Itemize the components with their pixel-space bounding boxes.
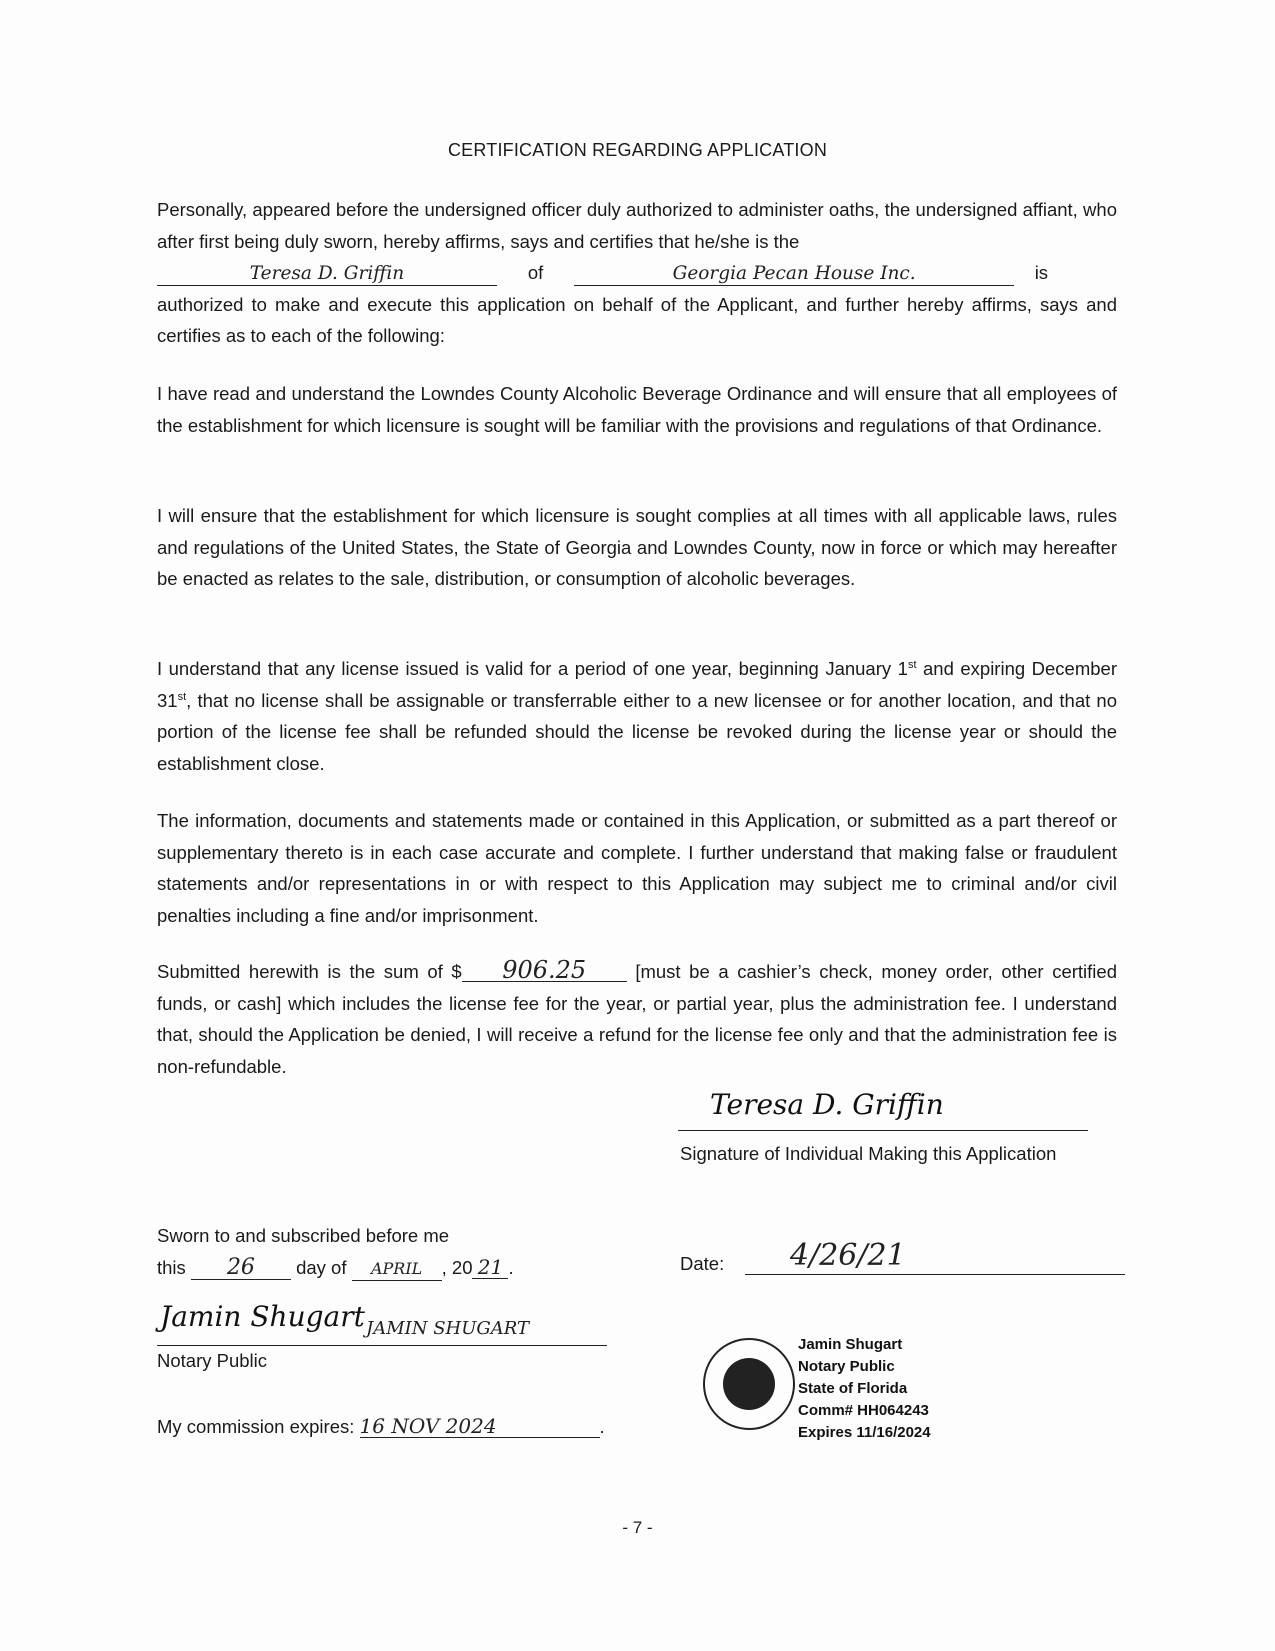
license-text-1: I understand that any license issued is valid for a period of one year, beginning January 1 [157, 658, 908, 679]
license-text-3: , that no license shall be assignable or transferrable either to a new licensee or for another location, and that no portion of the license fee shall be refunded should the license be revoked during the license year or should the establishment close. [157, 689, 1117, 774]
notary-printed-name: JAMIN SHUGART [366, 1318, 530, 1339]
notary-signature: Jamin Shugart [160, 1300, 365, 1333]
notary-date-line: this 26 day of APRIL , 20 21 . [157, 1255, 514, 1280]
this-label: this [157, 1257, 186, 1278]
of-label: of [527, 262, 544, 283]
date-label: Date: [680, 1253, 725, 1274]
company-name-field: Georgia Pecan House Inc. [574, 263, 1014, 286]
notary-stamp [798, 1334, 931, 1444]
notary-seal-icon [703, 1338, 795, 1430]
applicant-signature-line [678, 1130, 1088, 1131]
notary-year-field: 21 [472, 1256, 508, 1279]
stamp-expiry: Expires 11/16/2024 [798, 1424, 931, 1441]
page-number: - 7 - [622, 1518, 653, 1537]
applicant-signature-label: Signature of Individual Making this Application [680, 1143, 1057, 1164]
payment-paragraph [157, 956, 1117, 1082]
notary-day-field: 26 [191, 1257, 291, 1280]
compliance-paragraph: I will ensure that the establishment for which licensure is sought complies at all times with all applicable laws, rules and regulations of the United States, the State of Georgia and Lowndes County, now in force or which may hereafter be enacted as relates to the sale, distribution, or consumption of alcoholic beverages. [157, 505, 1117, 589]
commission-expiry-field: 16 NOV 2024 [360, 1415, 600, 1438]
day-of-label: day of [296, 1257, 347, 1278]
license-period-paragraph [157, 653, 1117, 779]
applicant-signature: Teresa D. Griffin [710, 1088, 944, 1121]
intro-paragraph [157, 194, 1117, 352]
date-line [745, 1274, 1125, 1275]
ordinance-paragraph: I have read and understand the Lowndes County Alcoholic Beverage Ordinance and will ensure that all employees of the establishment for which licensure is sought will be familiar with the provisions and regulations of that Ordinance. [157, 383, 1117, 436]
intro-text: Personally, appeared before the undersigned officer duly authorized to administer oaths, the undersigned affiant, who after first being duly sworn, hereby affirms, says and certifies that he/she is the [157, 199, 1117, 252]
license-text-2: and expiring December 31 [157, 658, 1117, 711]
year-prefix: , 20 [441, 1257, 473, 1278]
stamp-commission: Comm# HH064243 [798, 1402, 929, 1419]
document-title: CERTIFICATION REGARDING APPLICATION [447, 140, 828, 160]
stamp-title: Notary Public [798, 1358, 895, 1375]
payment-amount-field: 906.25 [462, 959, 627, 982]
is-label: is [1034, 262, 1049, 283]
notary-signature-line [157, 1345, 607, 1346]
notary-month-field: APRIL [352, 1258, 442, 1281]
intro-continuation: authorized to make and execute this application on behalf of the Applicant, and further hereby affirms, says and certifies as to each of the following: [157, 293, 1117, 346]
sworn-line: Sworn to and subscribed before me [157, 1225, 450, 1246]
palm-tree-icon [723, 1358, 775, 1410]
accuracy-paragraph: The information, documents and statements made or contained in this Application, or submitted as a part thereof or supplementary thereto is in each case accurate and complete. I further understand that making false or fraudulent statements and/or representations in or with respect to this Application may subject me to criminal and/or civil penalties including a fine and/or imprisonment. [157, 810, 1117, 926]
stamp-state: State of Florida [798, 1380, 908, 1397]
commission-label: My commission expires: [157, 1416, 355, 1437]
payment-prefix: Submitted herewith is the sum of $ [157, 961, 462, 982]
commission-line: My commission expires: 16 NOV 2024 . [157, 1414, 605, 1438]
superscript-st: st [177, 690, 187, 703]
payment-suffix: [must be a cashier’s check, money order, other certified funds, or cash] which includes the license fee for the year, or partial year, plus the administration fee. I understand that, should the Application be denied, I will receive a refund for the license fee only and that the administration fee is non-refundable. [157, 961, 1117, 1077]
stamp-name: Jamin Shugart [798, 1336, 903, 1353]
notary-public-label: Notary Public [157, 1350, 268, 1371]
superscript-st: st [907, 658, 917, 671]
affiant-name-field: Teresa D. Griffin [157, 263, 497, 286]
date-value: 4/26/21 [790, 1238, 906, 1273]
